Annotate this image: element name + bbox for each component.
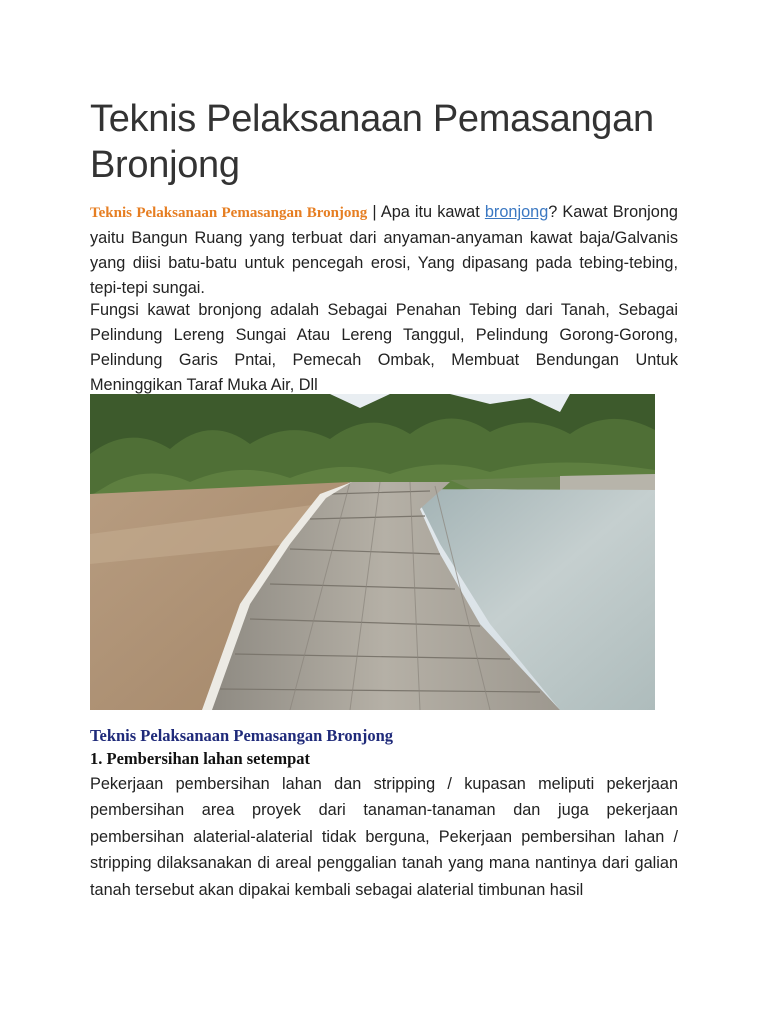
intro-text-before-link: Apa itu kawat: [380, 203, 485, 221]
intro-lead-bold: Teknis Pelaksanaan Pemasangan Bronjong: [90, 205, 368, 221]
intro-paragraph: [90, 200, 678, 301]
section-heading: Teknis Pelaksanaan Pemasangan Bronjong: [90, 726, 394, 745]
gabion-riverbank-photo: [90, 394, 655, 710]
intro-separator: |: [367, 203, 381, 221]
page-title: Teknis Pelaksanaan Pemasangan Bronjong: [90, 98, 654, 186]
step-heading: 1. Pembersihan lahan setempat: [90, 749, 310, 768]
fungsi-paragraph: Fungsi kawat bronjong adalah Sebagai Penahan Tebing dari Tanah, Sebagai Pelindung Lereng Sungai Atau Lereng Tanggul, Pelindung Gorong-Gorong, Pelindung Garis Pntai, Pemecah Ombak, Membuat Bendungan Untuk Meninggikan Taraf Muka Air, Dll: [90, 301, 678, 394]
step-body-paragraph: Pekerjaan pembersihan lahan dan stripping / kupasan meliputi pekerjaan pembersihan area proyek dari tanaman-tanaman dan juga pekerjaan pembersihan alaterial-alaterial tidak berguna, Pekerjaan pembersihan lahan / stripping dilaksanakan di areal penggalian tanah yang mana nantinya dari galian tanah tersebut akan dipakai kembali sebagai alaterial timbunan hasil: [90, 775, 678, 899]
intro-text-after-link: ? Kawat Bronjong yaitu Bangun Ruang yang terbuat dari anyaman-anyaman kawat baja/Galvanis yang diisi batu-batu untuk pencegah erosi, Yang dipasang pada tebing-tebing, tepi-tepi sungai.: [90, 203, 678, 297]
bronjong-link[interactable]: bronjong: [484, 203, 549, 221]
